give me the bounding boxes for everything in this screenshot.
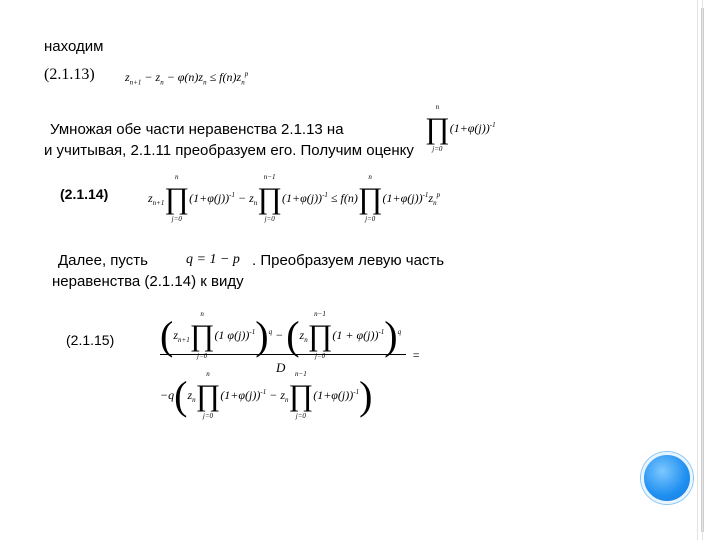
eq-label-2-1-15: (2.1.15): [66, 332, 115, 348]
eq-label-2-1-13: (2.1.13): [44, 66, 95, 83]
slide-frame: [8, 8, 704, 532]
text-multiply: Умножая обе части неравенства 2.1.13 на: [50, 121, 344, 138]
fraction-bar: [160, 354, 406, 355]
formula-multiplier: n ∏ j=0 $(1+\varphi(j))^{-1}$: [425, 103, 496, 153]
formula-q-def: q = 1 − p: [186, 252, 240, 267]
equals-sign: =: [412, 348, 421, 362]
text-considering: и учитывая, 2.1.11 преобразуем его. Получим оценку: [44, 142, 414, 159]
text-nahodim: находим: [44, 38, 104, 55]
text-transform: . Преобразуем левую часть: [252, 252, 445, 269]
formula-2-1-14: $z_{n+1}$ n ∏ j=0 $(1+\varphi(j))^{-1} - z_n$ n−1 ∏ j=0 $(1+\varphi(j))^{-1} \le f(n)$ n ∏ j=0 $(1+\varphi(j))^{-1}z_n^p$: [148, 173, 441, 223]
decorative-circle: [641, 452, 693, 504]
text-further: Далее, пусть: [58, 252, 148, 269]
text-inequality: неравенства (2.1.14) к виду: [52, 273, 244, 290]
eq-label-2-1-14: (2.1.14): [60, 186, 109, 202]
right-rail: [697, 0, 703, 540]
formula-2-1-15-rhs: $-q(z_n$ n ∏ j=0 $(1+\varphi(j))^{-1} - z_n$ n−1 ∏ j=0 $(1+\varphi(j))^{-1}$): [160, 370, 373, 420]
formula-2-1-13: $z_{n+1} - z_n - \varphi(n)z_n \le f(n)z_n^p$: [125, 70, 249, 87]
formula-denominator-d: D: [276, 360, 286, 375]
formula-2-1-15-numerator: ($z_{n+1}$ n ∏ j=0 (1 $\varphi(j))^{-1})^q - (z_n$ n−1 ∏ j=0 $(1 + \varphi(j))^{-1})^q$: [160, 310, 402, 360]
